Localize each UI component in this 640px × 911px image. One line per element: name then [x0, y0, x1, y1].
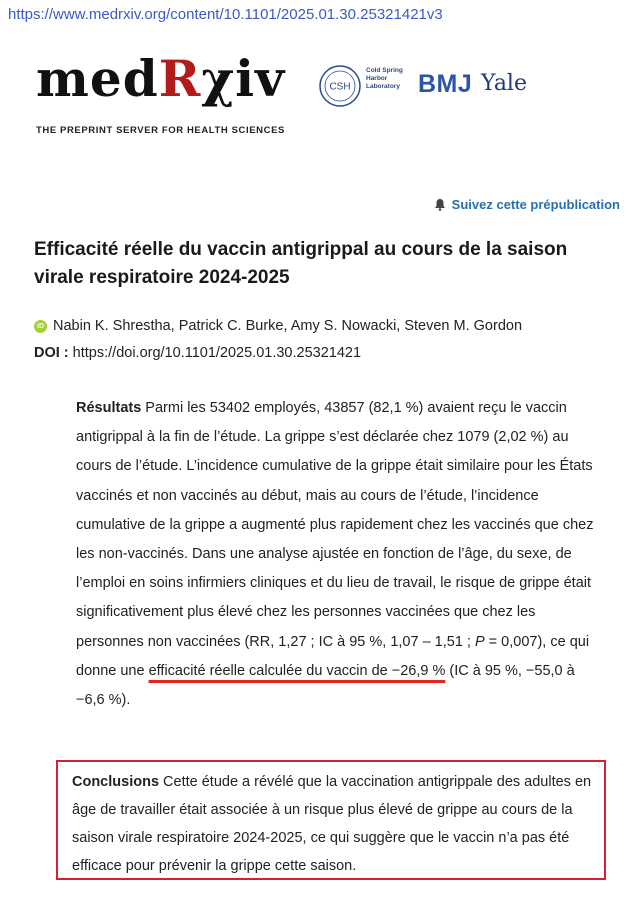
conclusions-text: Cette étude a révélé que la vaccination antigrippale des adultes en âge de travailler était associée à un risque plus élevé de grippe au cours de la saison virale respiratoire 2024-2025, ce qui suggère que le vaccin n’a pas été efficace pour prévenir la grippe cette saison. [72, 774, 592, 874]
p-value-label: P [474, 633, 485, 650]
doi-row [34, 345, 361, 361]
medrxiv-logo[interactable]: medRχiv [36, 49, 286, 108]
results-text-2: = 0,007), ce qui donne une [76, 633, 590, 679]
csh-label: Cold Spring Harbor Laboratory [366, 67, 403, 90]
doi-link[interactable]: https://doi.org/10.1101/2025.01.30.25321421 [72, 345, 362, 361]
orcid-icon[interactable]: iD [34, 320, 47, 333]
address-bar-url[interactable]: https://www.medrxiv.org/content/10.1101/2025.01.30.25321421v3 [8, 6, 443, 23]
yale-logo[interactable]: Yale [481, 71, 527, 96]
conclusions-box [56, 760, 606, 880]
results-text-3: (IC à 95 %, −55,0 à −6,6 %). [76, 662, 575, 709]
doi-label: DOI : [34, 345, 69, 361]
results-label: Résultats [76, 400, 142, 416]
authors-text: Nabin K. Shrestha, Patrick C. Burke, Amy S. Nowacki, Steven M. Gordon [53, 318, 523, 334]
results-text-1: Parmi les 53402 employés, 43857 (82,1 %) avaient reçu le vaccin antigrippal à la fin de l’étude. La grippe s’est déclarée chez 1079 (2,02 %) au cours de l’étude. L’incidence cumulative de la grippe était similaire pour les États vaccinés et non vaccinés au début, mais au cours de l’étude, l’incidence cumulative de la grippe a augmenté plus rapidement chez les vaccinés que chez les non-vaccinés. Dans une analyse ajustée en fonction de l’âge, du sexe, de l’emploi en soins infirmiers cliniques et du lieu de travail, le risque de grippe était significativement plus élevé chez les personnes vaccinées que chez les personnes non vaccinées (RR, 1,27 ; IC à 95 %, 1,07 – 1,51 ; [76, 400, 594, 650]
author-list [34, 318, 522, 334]
article-title: Efficacité réelle du vaccin antigrippal au cours de la saison virale respiratoire 2024-2025 [34, 239, 568, 288]
follow-label: Suivez cette prépublication [451, 197, 620, 212]
follow-preprint-button[interactable] [434, 197, 620, 212]
site-tagline: THE PREPRINT SERVER FOR HEALTH SCIENCES [36, 125, 285, 136]
bell-icon [434, 198, 446, 211]
highlighted-vaccine-effectiveness: efficacité réelle calculée du vaccin de −26,9 % [148, 662, 446, 679]
csh-seal-text: CSH [329, 81, 351, 93]
results-paragraph [76, 394, 604, 715]
conclusions-label: Conclusions [72, 774, 160, 790]
bmj-logo[interactable]: BMJ [418, 70, 473, 98]
csh-seal-icon[interactable] [318, 64, 362, 108]
